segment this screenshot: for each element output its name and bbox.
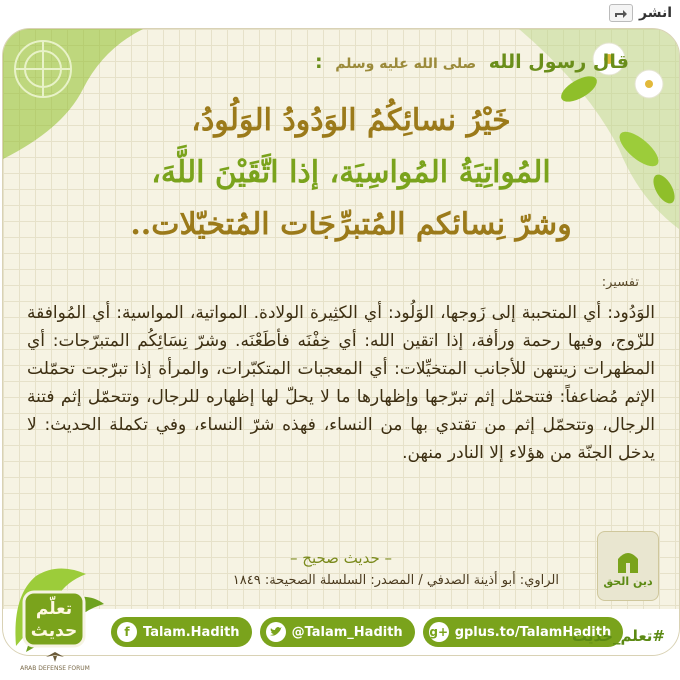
facebook-handle: Talam.Hadith: [143, 624, 240, 640]
share-label: انشر: [638, 5, 672, 21]
mosque-icon: [613, 545, 643, 575]
twitter-icon: [266, 622, 286, 642]
hadith-line-3: وشرّ نِسائكم المُتبرِّجَات المُتخيّلات..: [130, 207, 572, 242]
tafsir-body: الوَدُود: أي المتحببة إلى زَوجها، الوَلُود: أي الكثِيرة الولادة. المواتية، المواسية: أي المُوافقة للزّوج، وفيها رحمة ورأفة، إذا اتقين الله: أي خِفْنَه فأطَعْنَه. وشرّ نِسَائِكُم المتبرّجات: أي المظهرات زينتهن للأجانب المتخيِّلات: أي المعجبات المتكبّرات، والمرأة إذا تبرّجت تحمّلت الإثم مُضاعفاً: فتتحمّل إثم تبرّجها وإظهارها ما لا يحلّ لها إظهاره للرجال، وتتحمّل إثم فتنة الرجال، وتتحمّل إثم من تقتدي بها من النساء، فهذه شرّ النساء، وفي تكملة الحديث: لا يدخل الجنّة من هؤلاء إلا النادر منهن.: [27, 303, 655, 463]
gplus-icon: g+: [429, 622, 449, 642]
gplus-url: gplus.to/TalamHadith: [454, 624, 612, 640]
intro-colon: :: [314, 51, 323, 73]
salutation-text: صلى الله عليه وسلم: [335, 56, 477, 72]
share-button[interactable]: [609, 4, 672, 22]
hadith-word: حديث: [30, 621, 78, 641]
top-bar: [0, 0, 680, 28]
eagle-icon: [46, 652, 64, 662]
narrator-source: الراوي: أبو أذينة الصدفي / المصدر: السلسلة الصحيحة: ١٨٤٩: [232, 573, 559, 588]
taallam-hadith-logo: [6, 556, 110, 660]
twitter-link[interactable]: [260, 617, 415, 647]
arab-defense-label: ARAB DEFENSE FORUM: [20, 665, 90, 672]
hadith-grading: – حديث صحيح –: [290, 549, 392, 567]
tafsir-label: تفسير:: [601, 275, 639, 290]
facebook-icon: f: [117, 622, 137, 642]
taallam-word: تعلّم: [35, 599, 73, 619]
intro-text: قال رسول الله: [488, 51, 629, 73]
facebook-link[interactable]: [111, 617, 252, 647]
share-arrow-icon: [609, 4, 633, 22]
intro-line: [209, 51, 629, 73]
hadith-text: [63, 95, 639, 251]
twitter-handle: @Talam_Hadith: [291, 624, 403, 640]
hadith-line-1: خَيْرُ نسائِكُمُ الوَدُودُ الوَلُودُ،: [191, 103, 511, 138]
hadith-line-2: المُواتِيَةُ المُواسِيَة، إذا اتَّقَيْنَ اللَّهَ،: [151, 155, 551, 190]
hashtag[interactable]: #تعلم_حديث: [571, 627, 665, 645]
arab-defense-watermark: [0, 652, 110, 680]
din-alhaq-label: دين الحق: [603, 574, 653, 588]
din-alhaq-logo: [597, 531, 659, 601]
